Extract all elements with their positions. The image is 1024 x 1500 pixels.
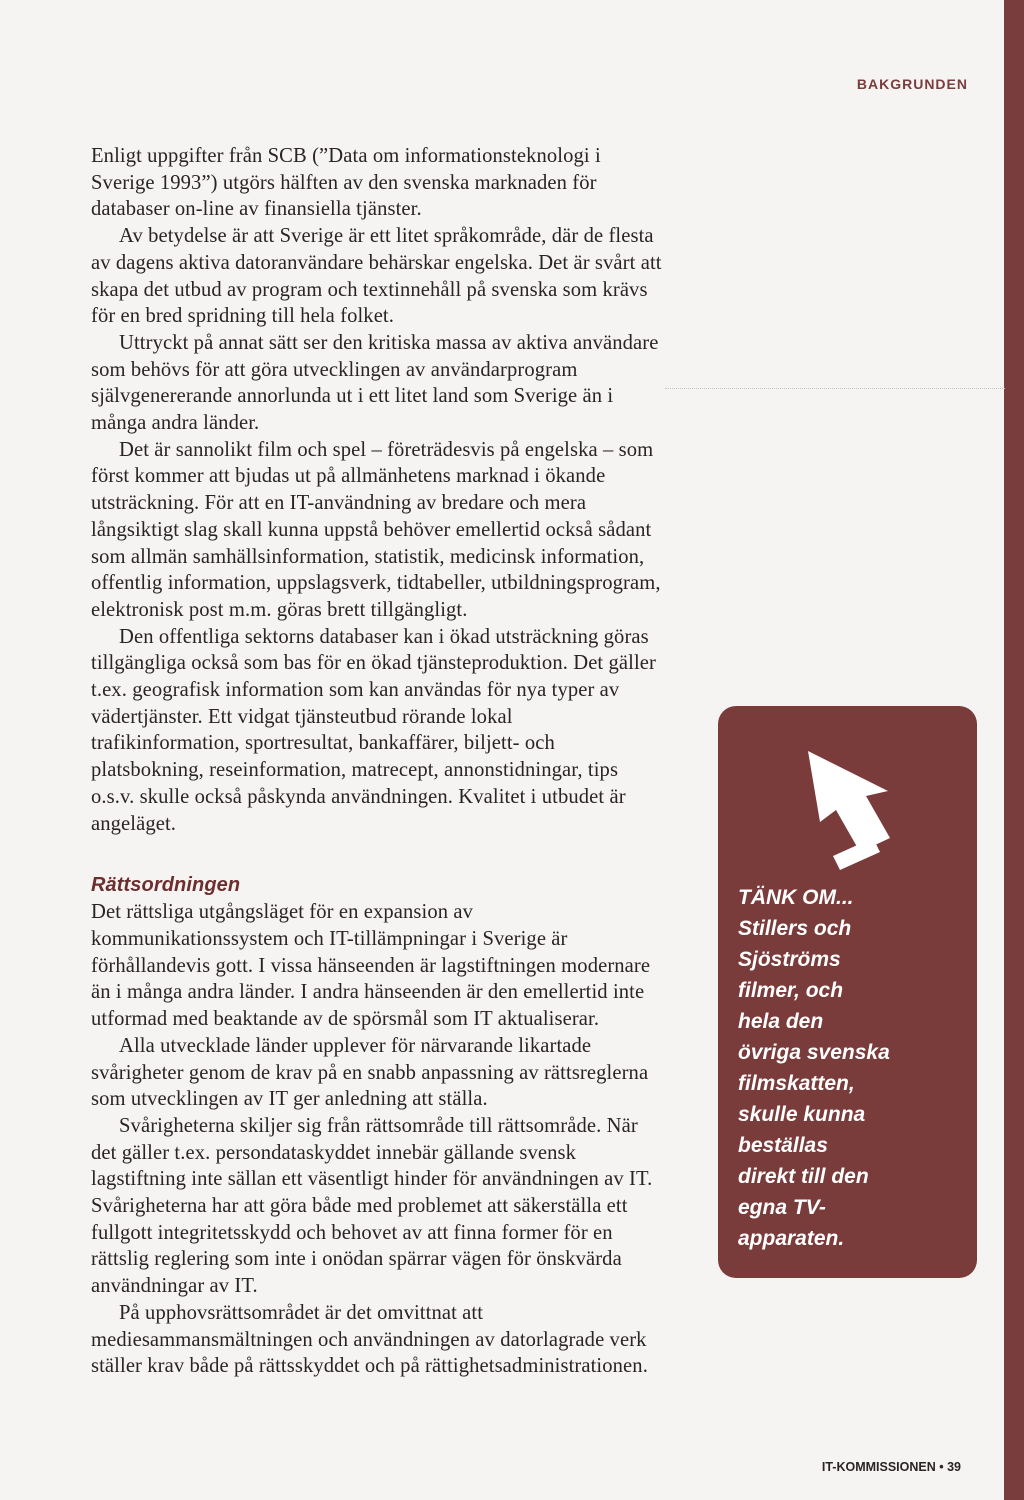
callout-line: övriga svenska [738,1041,890,1064]
arrow-up-icon [778,736,918,881]
subheading: Rättsordningen [91,874,241,897]
callout-line: Stillers och [738,917,852,940]
callout-line: beställas [738,1134,828,1157]
paragraph: Uttryckt på annat sätt ser den kritiska massa av aktiva användare som behövs för att göra utvecklingen av användarprogram självgenererande annorlunda ut i ett litet land som Sverige än i många andra länder. [91,331,659,435]
page-edge-bar [1004,0,1024,1500]
callout-text [738,882,968,1254]
callout-line: hela den [738,1010,824,1033]
paragraph: Svårigheterna skiljer sig från rättsområde till rättsområde. När det gäller t.ex. persondataskyddet innebär gällande svensk lagstiftning inte sällan ett väsentligt hinder för användningen av IT. Svårigheterna har att göra både med problemet att säkerställa ett fullgott integritetsskydd och behovet av att finna former för en rättslig reglering som inte i onödan spärrar vägen för önskvärda användningar av IT. [91,1114,653,1298]
article-body [91,143,666,1380]
callout-line: apparaten. [738,1227,845,1250]
section-header: BAKGRUNDEN [856,76,968,92]
callout-line: egna TV- [738,1196,826,1219]
paragraph: Det rättsliga utgångsläget för en expansion av kommunikationssystem och IT-tillämpningar i Sverige är förhållandevis gott. I vissa hänseenden är lagstiftningen modernare än i många andra länder. I andra hänseenden är den emellertid inte utformad med beaktande av de spörsmål som IT aktualiserar. [91,901,651,1031]
callout-line: Sjöströms [738,948,841,971]
paragraph: Enligt uppgifter från SCB (”Data om informationsteknologi i Sverige 1993”) utgörs hälften av den svenska marknaden för databaser on-line av finansiella tjänster. [91,145,601,221]
page-footer: IT-KOMMISSIONEN • 39 [821,1460,961,1474]
callout-line: filmer, och [738,979,844,1002]
paragraph: Det är sannolikt film och spel – företrädesvis på engelska – som först kommer att bjudas ut på allmänhetens marknad i ökande utsträckning. För att en IT-användning av bredare och mera långsiktigt slag skall kunna uppstå behöver emellertid också sådant som allmän samhällsinformation, statistik, medicinsk information, offentlig information, uppslagsverk, tidtabeller, utbildningsprogram, elektronisk post m.m. göras brett tillgängligt. [91,438,661,621]
paragraph: Den offentliga sektorns databaser kan i ökad utsträckning göras tillgängliga också som bas för en ökad tjänsteproduktion. Det gäller t.ex. geografisk information som kan användas för nya typer av vädertjänster. Ett vidgat tjänsteutbud rörande lokal trafikinformation, sportresultat, bankaffärer, biljett- och platsbokning, reseinformation, matrecept, annonstidningar, tips o.s.v. skulle också påskynda användningen. Kvalitet i utbudet är angeläget. [91,625,656,835]
paragraph: På upphovsrättsområdet är det omvittnat att mediesammansmältningen och användningen av datorlagrade verk ställer krav både på rättsskyddet och på rättighetsadministrationen. [91,1301,648,1378]
paragraph: Av betydelse är att Sverige är ett litet språkområde, där de flesta av dagens aktiva datoranvändare behärskar engelska. Det är svårt att skapa det utbud av program och textinnehåll på svenska som krävs för en bred spridning till hela folket. [91,225,662,328]
callout-line: TÄNK OM... [738,886,854,909]
callout-line: skulle kunna [738,1103,866,1126]
callout-box [718,706,977,1278]
dotted-divider [665,388,1005,389]
paragraph: Alla utvecklade länder upplever för närvarande likartade svårigheter genom de krav på en snabb anpassning av rättsreglerna som utvecklingen av IT ger anledning att ställa. [91,1034,649,1111]
callout-line: filmskatten, [738,1072,855,1095]
callout-line: direkt till den [738,1165,869,1188]
